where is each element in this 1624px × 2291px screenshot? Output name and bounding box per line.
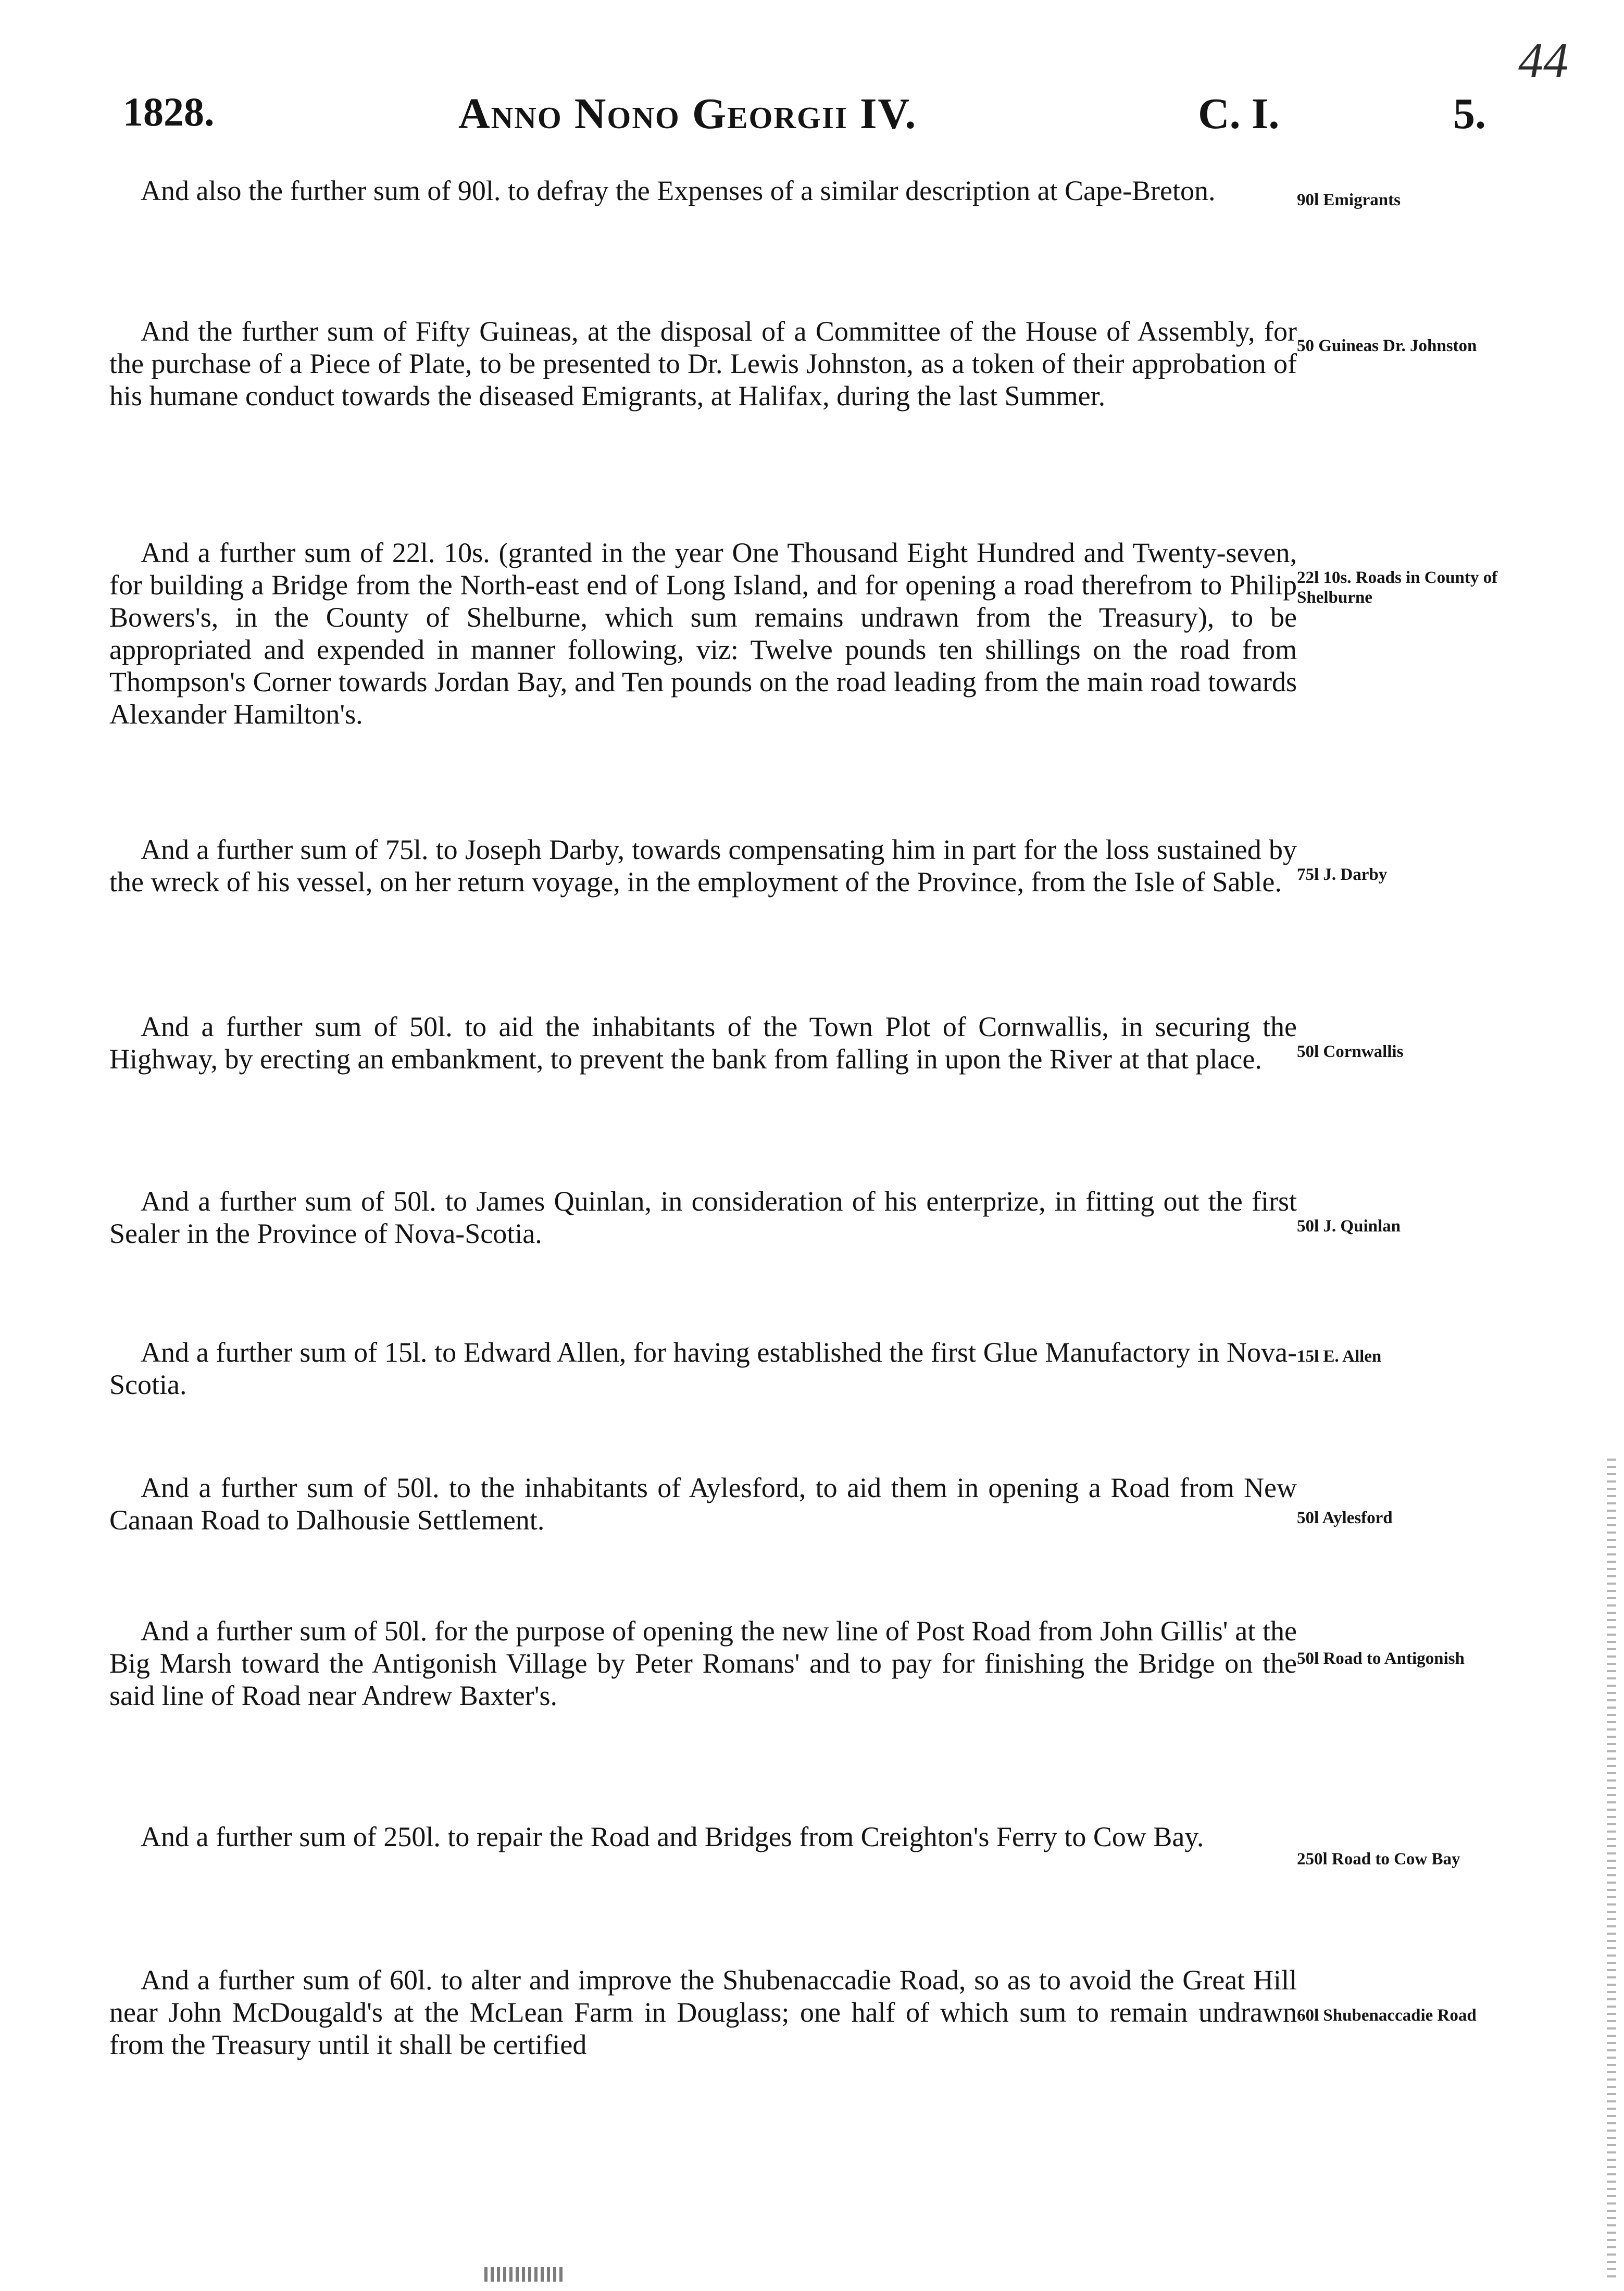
header-year: 1828.	[123, 89, 215, 134]
entry-paragraph: And a further sum of 250l. to repair the Road and Bridges from Creighton's Ferry to Cow Bay.	[141, 1821, 1204, 1852]
entry-paragraph: And a further sum of 60l. to alter and improve the Shubenaccadie Road, so as to avoid the Great Hill near John McDougald's at the McLean Farm in Douglass; one half of which sum to remain undrawn from the Treasury until it shall be certified	[109, 1964, 1297, 2060]
margin-note: 250l Road to Cow Bay	[1297, 1850, 1460, 1869]
entry-paragraph: And a further sum of 50l. to James Quinlan, in consideration of his enterprize, in fitting out the first Sealer in the Province of Nova-Scotia.	[109, 1186, 1297, 1249]
entry-paragraph: And a further sum of 75l. to Joseph Darby, towards compensating him in part for the loss sustained by the wreck of his vessel, on her return voyage, in the employment of the Province, from the Isle of Sable.	[109, 834, 1297, 898]
scan-edge-shadow	[1607, 1459, 1616, 2282]
header-chapter: C. I.	[1198, 90, 1280, 138]
margin-note: 50l Aylesford	[1297, 1509, 1393, 1527]
entry-paragraph: And the further sum of Fifty Guineas, at the disposal of a Committee of the House of Assembly, for the purchase of a Piece of Plate, to be presented to Dr. Lewis Johnston, as a token of their approbation of his humane conduct towards the diseased Emigrants, at Halifax, during the last Summer.	[109, 316, 1297, 412]
margin-note: 75l J. Darby	[1297, 865, 1388, 884]
entry-paragraph: And a further sum of 50l. to the inhabitants of Aylesford, to aid them in opening a Road from New Canaan Road to Dalhousie Settlement.	[109, 1472, 1297, 1536]
entry-paragraph: And a further sum of 15l. to Edward Allen, for having established the first Glue Manufactory in Nova-Scotia.	[109, 1337, 1297, 1400]
margin-note: 50l J. Quinlan	[1297, 1217, 1401, 1236]
archive-number: 44	[1518, 32, 1568, 88]
margin-note: 50l Road to Antigonish	[1297, 1649, 1465, 1668]
entry-paragraph: And a further sum of 22l. 10s. (granted in the year One Thousand Eight Hundred and Twenty-seven, for building a Bridge from the North-east end of Long Island, and for opening a road therefrom to Philip Bowers's, in the County of Shelburne, which sum remains undrawn from the Treasury), to be appropriated and expended in manner following, viz: Twelve pounds ten shillings on the road from Thompson's Corner towards Jordan Bay, and Ten pounds on the road leading from the main road towards Alexander Hamilton's.	[109, 537, 1297, 730]
header-page-number: 5.	[1453, 90, 1486, 138]
entry-paragraph: And a further sum of 50l. for the purpose of opening the new line of Post Road from John Gillis' at the Big Marsh toward the Antigonish Village by Peter Romans' and to pay for finishing the Bridge on the said line of Road near Andrew Baxter's.	[109, 1615, 1297, 1711]
margin-note: 50 Guineas Dr. Johnston	[1297, 337, 1477, 355]
entry-paragraph: And also the further sum of 90l. to defray the Expenses of a similar description at Cape-Breton.	[141, 175, 1216, 206]
entry-paragraph: And a further sum of 50l. to aid the inhabitants of the Town Plot of Cornwallis, in securing the Highway, by erecting an embankment, to prevent the bank from falling in upon the River at that place.	[109, 1011, 1297, 1075]
margin-note: 15l E. Allen	[1297, 1347, 1382, 1366]
margin-note: 60l Shubenaccadie Road	[1297, 2006, 1477, 2025]
margin-note: 22l 10s. Roads in County of Shelburne	[1297, 568, 1498, 607]
page-header	[0, 83, 1624, 151]
scan-bottom-mark	[484, 2267, 563, 2282]
margin-note: 50l Cornwallis	[1297, 1042, 1404, 1061]
margin-note: 90l Emigrants	[1297, 191, 1401, 209]
header-title: Anno Nono Georgii IV.	[458, 90, 917, 138]
